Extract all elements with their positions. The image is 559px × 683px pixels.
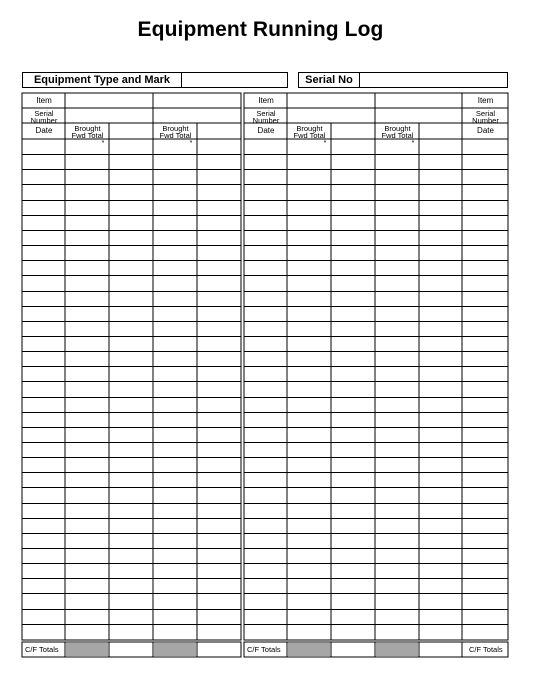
- date-label-right-end: Date: [477, 126, 494, 135]
- serial-number-label-right-start: Serial Number: [252, 109, 280, 125]
- bf-marker-2: *: [189, 140, 193, 147]
- item-label-right-end: Item: [477, 96, 494, 105]
- bf-marker-4: *: [411, 140, 415, 147]
- item-label-right-start: Item: [258, 96, 274, 105]
- cf-totals-label-mid: C/F Totals: [247, 645, 281, 654]
- brought-fwd-label-2: Brought Fwd Total: [159, 124, 192, 140]
- serial-number-label-left: Serial Number: [30, 109, 58, 125]
- cf-totals-label-right: C/F Totals: [469, 645, 503, 654]
- brought-fwd-label-3: Brought Fwd Total: [293, 124, 326, 140]
- date-label-left: Date: [35, 126, 53, 135]
- serial-number-label-right-end: Serial Number: [472, 109, 499, 125]
- brought-fwd-label-4: Brought Fwd Total: [381, 124, 414, 140]
- date-label-right-start: Date: [257, 126, 275, 135]
- item-label-left: Item: [36, 96, 52, 105]
- bf-marker-3: *: [323, 140, 327, 147]
- equipment-type-label: Equipment Type and Mark: [23, 73, 182, 87]
- brought-fwd-label-1: Brought Fwd Total: [71, 124, 104, 140]
- page-title: Equipment Running Log: [137, 18, 384, 41]
- serial-no-label: Serial No: [299, 73, 360, 87]
- bf-marker-1: *: [101, 140, 105, 147]
- cf-totals-label-left: C/F Totals: [25, 645, 59, 654]
